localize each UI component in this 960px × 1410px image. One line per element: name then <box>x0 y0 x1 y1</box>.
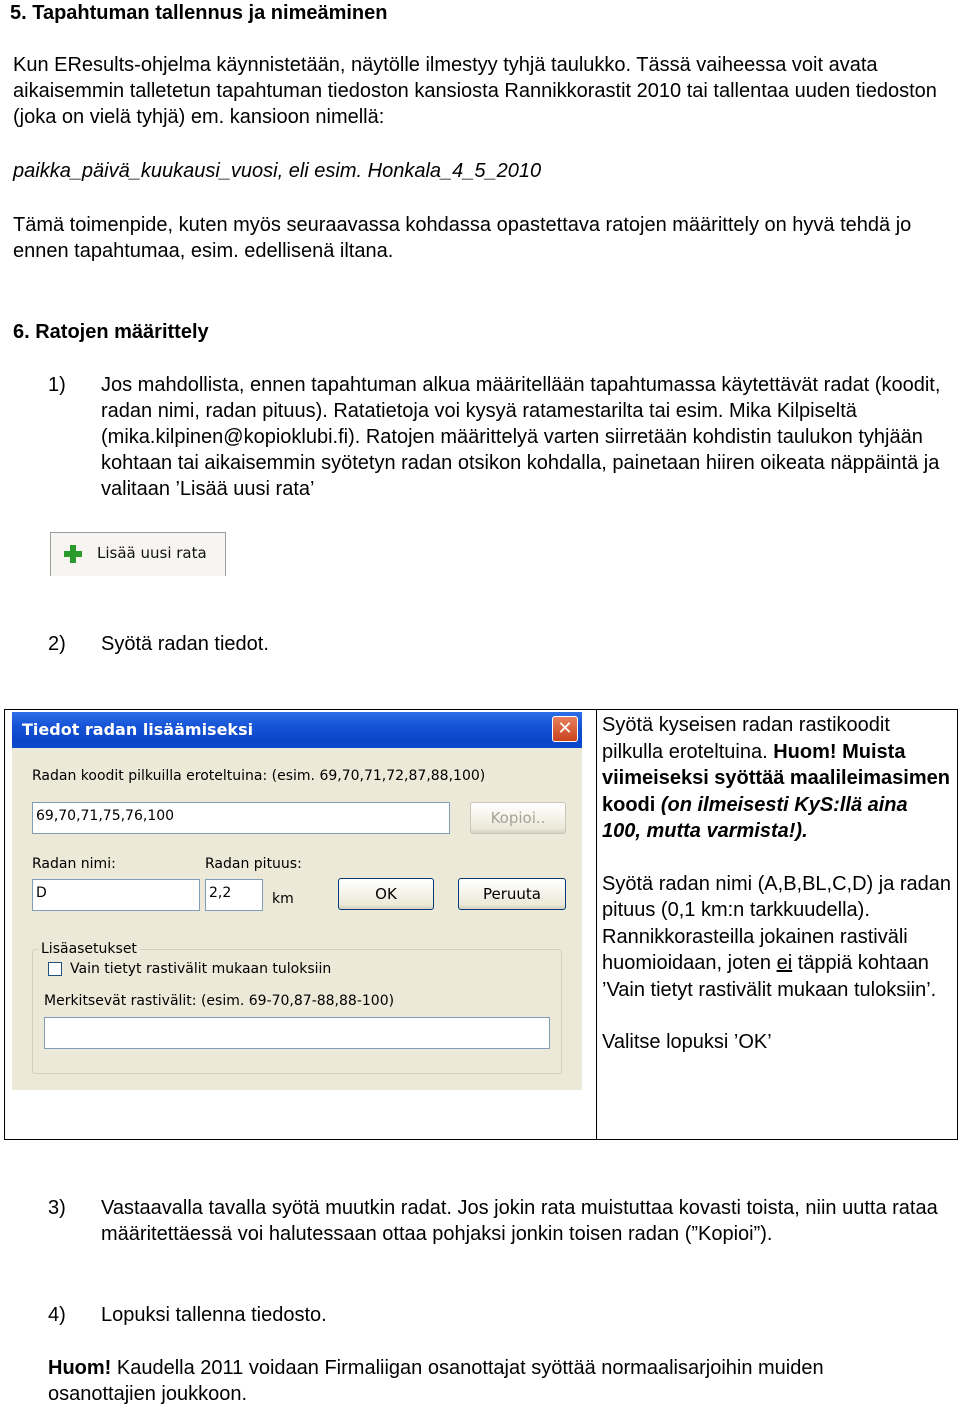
codes-label: Radan koodit pilkuilla eroteltuina: (esim. 69,70,71,72,87,88,100) <box>32 768 486 784</box>
only-specific-legs-checkbox[interactable] <box>48 962 62 976</box>
ok-button[interactable]: OK <box>338 878 434 910</box>
dialog-title: Tiedot radan lisäämiseksi <box>22 720 254 739</box>
cancel-button[interactable]: Peruuta <box>458 878 566 910</box>
instruction-codes: Syötä kyseisen radan rastikoodit pilkulla eroteltuina. Huom! Muista viimeiseksi syöttää maalileimasimen koodi (on ilmeisesti KyS:llä aina 100, mutta varmista!). <box>602 714 950 842</box>
checkbox-label: Vain tietyt rastivälit mukaan tuloksiin <box>70 961 332 977</box>
note-text: Kaudella 2011 voidaan Firmaliigan osanottajat syöttää normaalisarjoihin muiden osanottajien joukkoon. <box>48 1357 824 1405</box>
name-input[interactable]: D <box>32 879 200 911</box>
name-label: Radan nimi: <box>32 856 116 872</box>
instruction-ok: Valitse lopuksi ’OK’ <box>602 1031 772 1053</box>
section-5-heading: 5. Tapahtuman tallennus ja nimeäminen <box>10 2 388 24</box>
marked-legs-label: Merkitsevät rastivälit: (esim. 69-70,87-88,88-100) <box>44 993 395 1009</box>
section-5-paragraph: Kun EResults-ohjelma käynnistetään, näytölle ilmestyy tyhjä taulukko. Tässä vaiheessa voit avata aikaisemmin talletetun tapahtuman tiedoston kansiosta Rannikkorastit 2010 tai tallentaa uuden tiedoston (joka on vielä tyhjä) em. kansioon nimellä: <box>13 54 937 128</box>
list-text: Lopuksi tallenna tiedosto. <box>101 1304 327 1326</box>
list-number: 2) <box>48 633 66 655</box>
list-number: 4) <box>48 1304 66 1326</box>
list-item-2 <box>0 631 960 657</box>
copy-button[interactable]: Kopioi.. <box>470 802 566 834</box>
section-6-heading: 6. Ratojen määrittely <box>13 321 209 343</box>
add-course-dialog <box>12 712 582 1090</box>
context-menu-snippet <box>50 532 226 576</box>
close-icon[interactable]: ✕ <box>552 716 578 742</box>
codes-input[interactable]: 69,70,71,75,76,100 <box>32 802 450 834</box>
note-label: Huom! <box>48 1357 112 1379</box>
final-note <box>48 1355 928 1407</box>
list-number: 1) <box>48 374 66 396</box>
length-input[interactable]: 2,2 <box>205 879 263 911</box>
list-text: Syötä radan tiedot. <box>101 633 269 655</box>
table-divider <box>596 710 597 1139</box>
list-item-3 <box>0 1195 960 1275</box>
list-text: Vastaavalla tavalla syötä muutkin radat. Jos jokin rata muistuttaa kovasti toista, niin uutta rataa määritettäessä voi halutessaan ottaa pohjaksi jonkin toisen radan (”Kopioi”). <box>101 1197 938 1245</box>
dialog-titlebar <box>12 712 582 748</box>
section-5-note: Tämä toimenpide, kuten myös seuraavassa kohdassa opastettava ratojen määrittely on hyvä tehdä jo ennen tapahtumaa, esim. edellisenä iltana. <box>13 214 912 262</box>
plus-icon <box>63 544 83 564</box>
list-text: Jos mahdollista, ennen tapahtuman alkua määritellään tapahtumassa käytettävät radat (koodit, radan nimi, radan pituus). Ratatietoja voi kysyä ratamestarilta tai esim. Mika Kilpiseltä (mika.kilpinen@kopioklubi.fi). Ratojen määrittelyä varten siirretään kohdistin taulukon tyhjään kohtaan tai aikaisemmin syötetyn radan otsikon kohdalla, painetaan hiiren oikeata näppäintä ja valitaan ’Lisää uusi rata’ <box>101 374 941 500</box>
instruction-name-length: Syötä radan nimi (A,B,BL,C,D) ja radan pituus (0,1 km:n tarkkuudella). <box>602 872 952 921</box>
list-item-1 <box>0 372 960 502</box>
instruction-legs: Rannikkorasteilla jokainen rastiväli huomioidaan, joten ei täppiä kohtaan ’Vain tietyt rastivälit mukaan tuloksiin’. <box>602 925 937 1001</box>
menu-item-add-course[interactable]: Lisää uusi rata <box>97 544 207 562</box>
marked-legs-input[interactable] <box>44 1017 550 1049</box>
length-label: Radan pituus: <box>205 856 302 872</box>
naming-example: paikka_päivä_kuukausi_vuosi, eli esim. Honkala_4_5_2010 <box>13 160 542 182</box>
list-number: 3) <box>48 1197 66 1219</box>
km-unit: km <box>272 891 294 907</box>
instructions-cell <box>602 712 952 1056</box>
group-title: Lisäasetukset <box>38 940 140 958</box>
list-item-4 <box>0 1302 960 1328</box>
